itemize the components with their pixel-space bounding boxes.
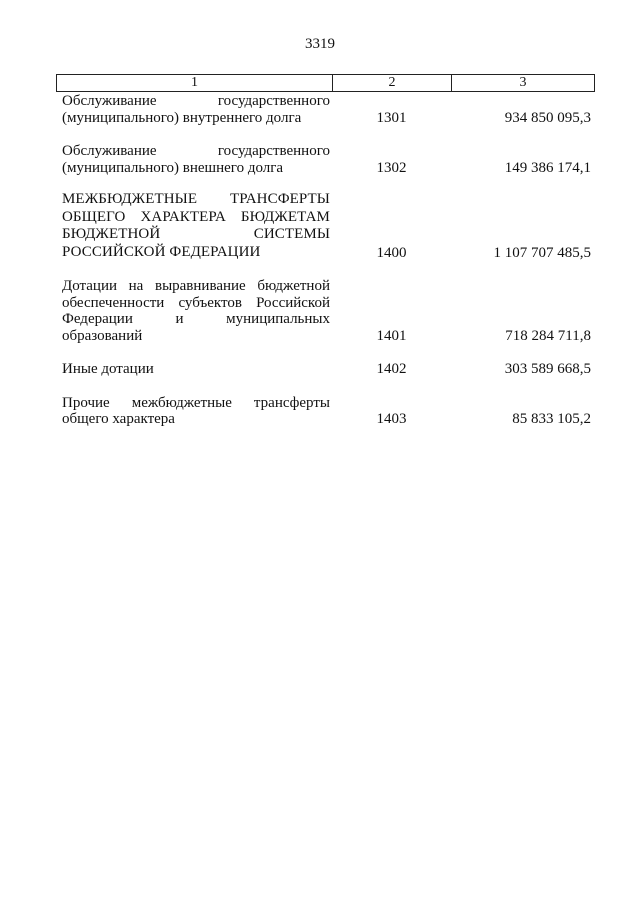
page-number: 3319 bbox=[305, 36, 335, 52]
row-name: Прочие межбюджетные трансферты общего характера bbox=[62, 394, 330, 427]
row-name: Обслуживание государственного (муниципального) внешнего долга bbox=[62, 143, 330, 176]
row-code: 1301 bbox=[376, 109, 407, 126]
table-row bbox=[56, 395, 595, 428]
table-row bbox=[56, 191, 595, 261]
table-row bbox=[56, 143, 595, 176]
table-row bbox=[56, 93, 595, 126]
column-header-1: 1 bbox=[57, 75, 333, 91]
row-code: 1302 bbox=[376, 159, 407, 176]
budget-table bbox=[56, 74, 595, 428]
row-amount: 1 107 707 485,5 bbox=[493, 244, 591, 261]
table-header bbox=[56, 74, 595, 92]
row-amount: 718 284 711,8 bbox=[505, 327, 591, 344]
row-name: МЕЖБЮДЖЕТНЫЕ ТРАНСФЕРТЫ ОБЩЕГО ХАРАКТЕРА БЮДЖЕТАМ БЮДЖЕТНОЙ СИСТЕМЫ РОССИЙСКОЙ ФЕДЕРАЦИИ bbox=[62, 191, 330, 260]
row-name: Иные дотации bbox=[62, 361, 154, 377]
row-code: 1403 bbox=[376, 411, 407, 427]
row-name: Дотации на выравнивание бюджетной обеспеченности субъектов Российской Федерации и муниципальных образований bbox=[62, 278, 330, 344]
column-header-3: 3 bbox=[519, 75, 527, 90]
table-row bbox=[56, 278, 595, 344]
row-code: 1402 bbox=[376, 361, 407, 377]
row-name: Обслуживание государственного (муниципального) внутреннего долга bbox=[62, 93, 330, 126]
table-row bbox=[56, 361, 595, 378]
row-amount: 934 850 095,3 bbox=[504, 109, 591, 126]
column-header-2: 2 bbox=[333, 75, 452, 91]
row-amount: 85 833 105,2 bbox=[512, 411, 591, 427]
row-amount: 303 589 668,5 bbox=[504, 361, 591, 377]
row-code: 1400 bbox=[376, 244, 407, 261]
row-amount: 149 386 174,1 bbox=[504, 159, 591, 176]
row-code: 1401 bbox=[376, 327, 407, 344]
